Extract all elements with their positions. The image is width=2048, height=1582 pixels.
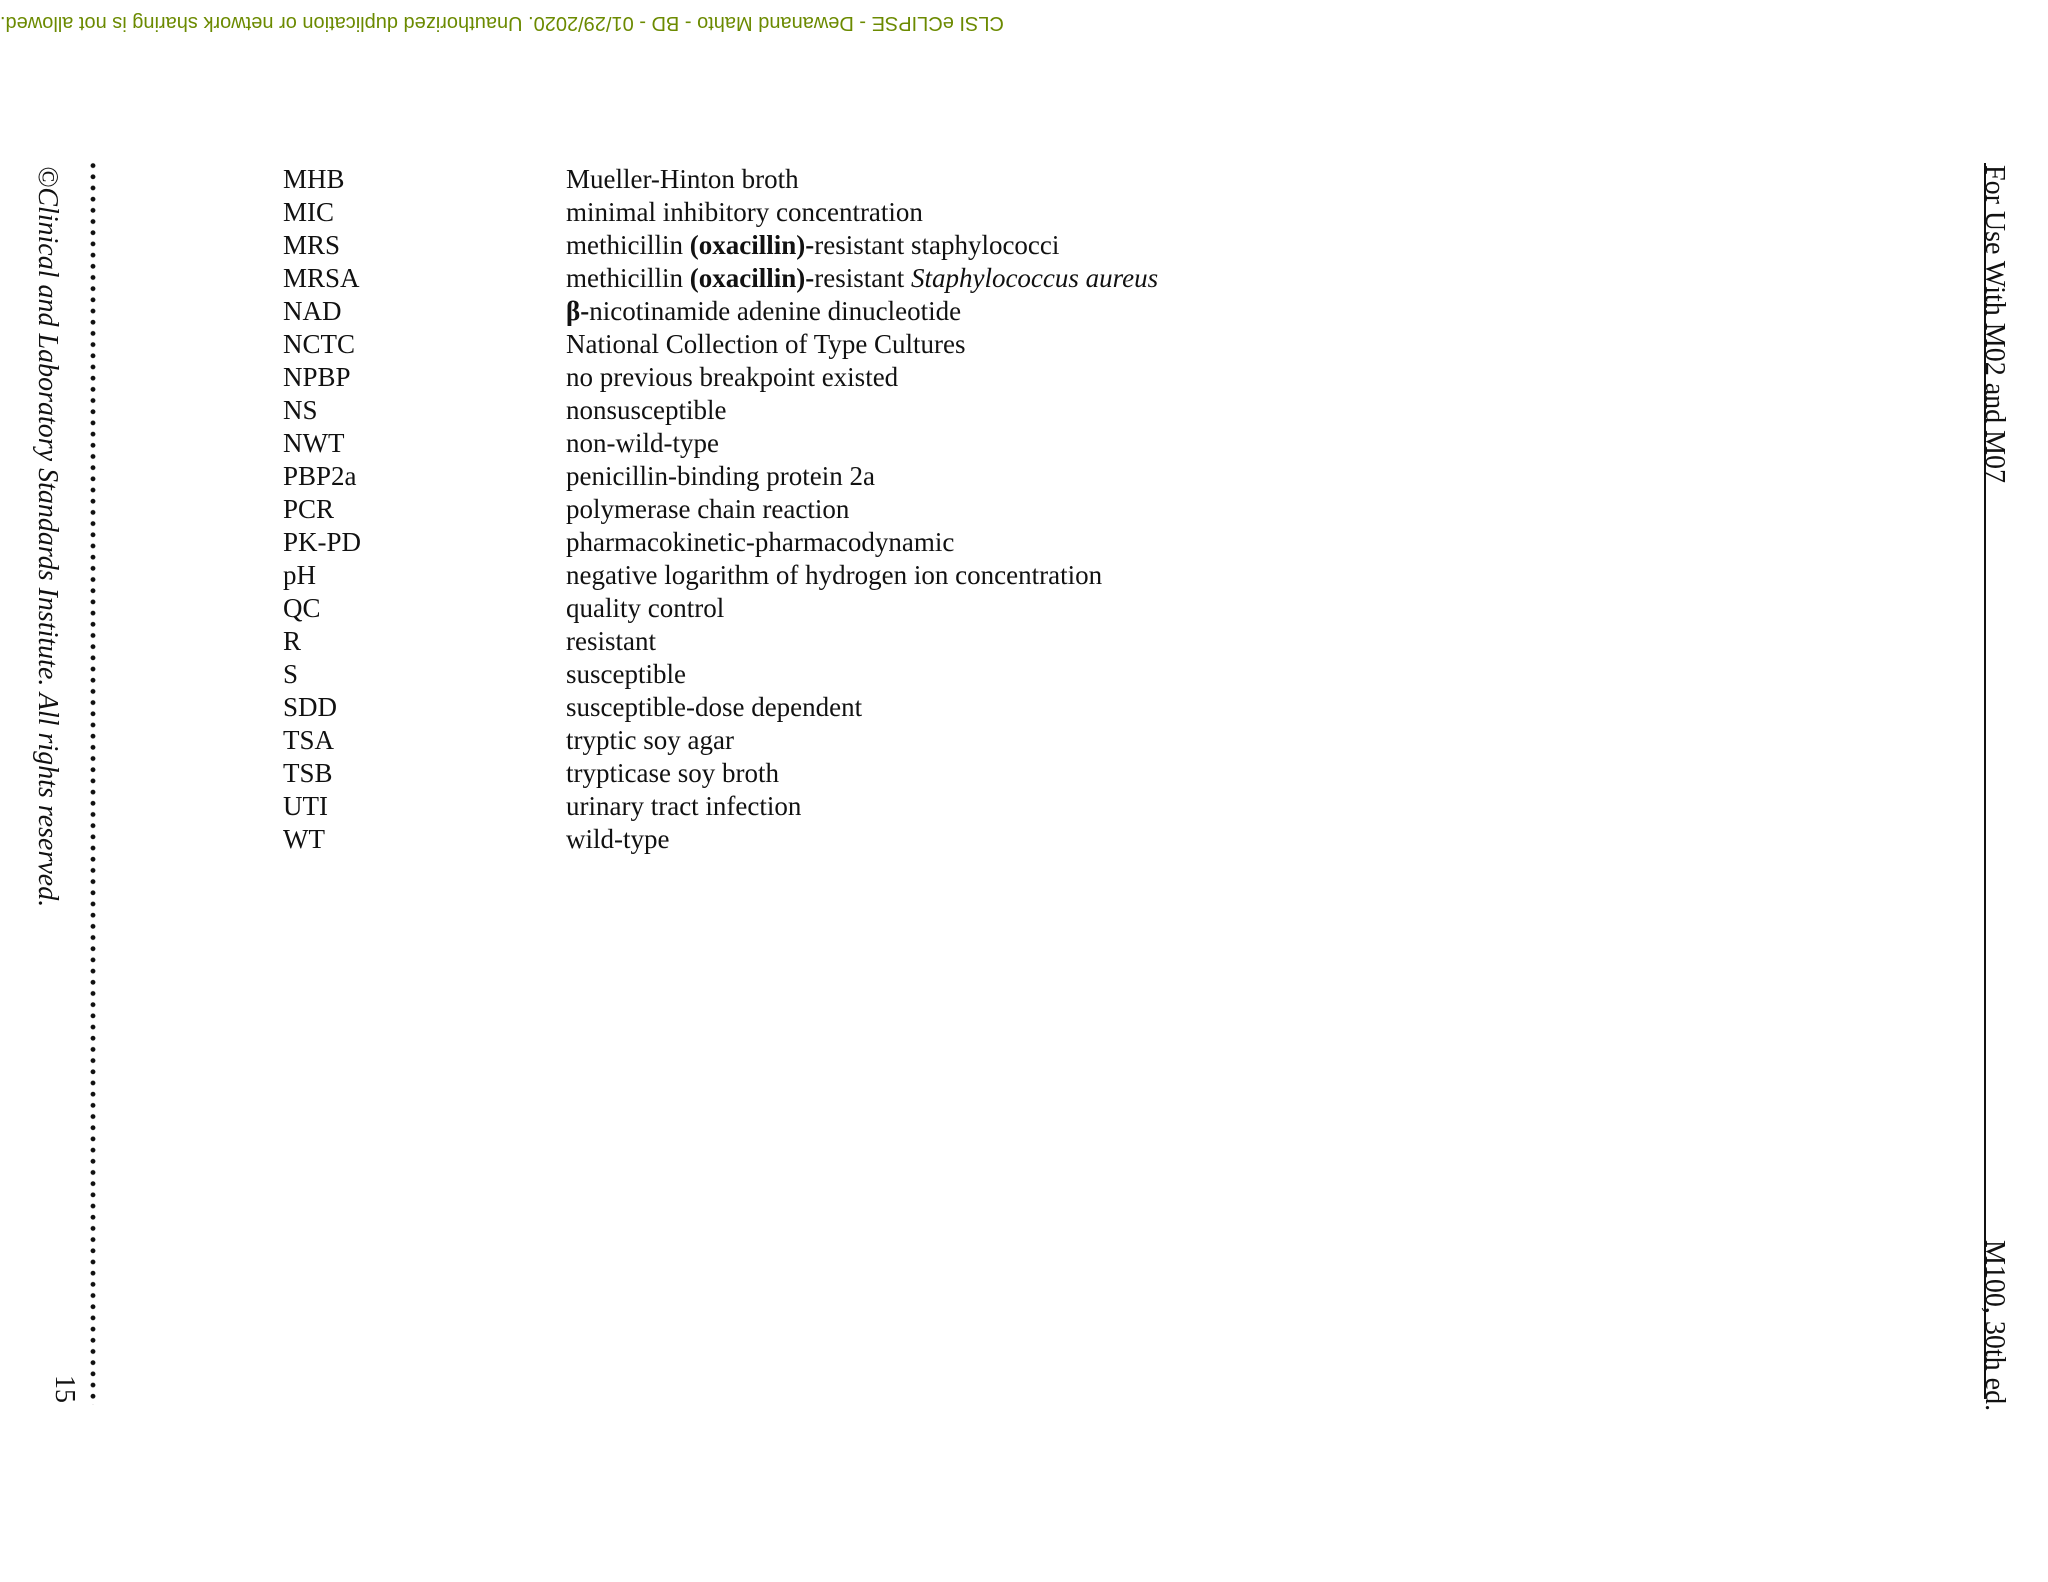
dotted-rule (90, 160, 96, 1405)
abbreviation-definition (566, 295, 961, 328)
abbreviation-term: NPBP (283, 362, 351, 392)
abbreviation-definition: negative logarithm of hydrogen ion concentration (566, 560, 1103, 590)
abbreviation-term: WT (283, 824, 325, 854)
definition-part: resistant staphylococci (814, 230, 1060, 260)
abbreviation-term: NWT (283, 428, 345, 458)
abbreviation-definition: wild-type (566, 824, 670, 854)
definition-part: (oxacillin)- (689, 230, 815, 260)
abbreviation-definition: pharmacokinetic-pharmacodynamic (566, 527, 955, 557)
abbreviation-term: UTI (283, 791, 328, 821)
abbreviation-definition: trypticase soy broth (566, 758, 779, 788)
abbreviation-definition: penicillin-binding protein 2a (566, 461, 875, 491)
definition-part: nicotinamide adenine dinucleotide (589, 296, 962, 326)
abbreviation-term: MIC (283, 197, 335, 227)
abbreviation-term: MRSA (283, 263, 360, 293)
abbreviation-term: R (283, 626, 302, 656)
edition-label: M100, 30th ed. (1979, 1240, 2010, 1412)
definition-part: methicillin (566, 263, 690, 293)
abbreviation-term: TSA (283, 725, 335, 755)
abbreviation-term: MHB (283, 164, 345, 194)
definition-part: (oxacillin)- (689, 263, 815, 293)
abbreviation-definition: non-wild-type (566, 428, 719, 458)
abbreviation-term: NS (283, 395, 318, 425)
abbreviation-definition: Mueller-Hinton broth (566, 164, 799, 194)
abbreviation-term: QC (283, 593, 321, 623)
abbreviation-definition: National Collection of Type Cultures (566, 329, 966, 359)
definition-part: resistant (814, 263, 911, 293)
abbreviation-term: SDD (283, 692, 338, 722)
abbreviation-term: MRS (283, 230, 341, 260)
use-note: For Use With M02 and M07 (1979, 165, 2010, 484)
abbreviation-definition: susceptible-dose dependent (566, 692, 863, 722)
abbreviation-definition: susceptible (566, 659, 686, 689)
page-number: 15 (49, 1375, 80, 1403)
definition-part: β- (566, 296, 590, 326)
abbreviation-definition: nonsusceptible (566, 395, 727, 425)
definition-part: Staphylococcus aureus (910, 263, 1159, 293)
abbreviation-term: NAD (283, 296, 342, 326)
abbreviation-term: S (283, 659, 299, 689)
abbreviation-term: pH (283, 560, 316, 590)
abbreviation-term: TSB (283, 758, 333, 788)
abbreviation-term: NCTC (283, 329, 356, 359)
abbreviation-term: PBP2a (283, 461, 357, 491)
abbreviation-term: PK-PD (283, 527, 362, 557)
abbreviation-definition (566, 262, 1158, 295)
abbreviation-definition: tryptic soy agar (566, 725, 734, 755)
abbreviation-definition (566, 229, 1059, 262)
abbreviation-definition: minimal inhibitory concentration (566, 197, 923, 227)
copyright-notice: ©Clinical and Laboratory Standards Institute. All rights reserved. (32, 166, 63, 908)
abbreviation-definition: no previous breakpoint existed (566, 362, 899, 392)
abbreviation-definition: resistant (566, 626, 656, 656)
abbreviation-definition: urinary tract infection (566, 791, 802, 821)
definition-part: methicillin (566, 230, 690, 260)
watermark-text: CLSI eCLIPSE - Dewanand Mahto - BD - 01/29/2020. Unauthorized duplication or network sharing is not allowed. (0, 12, 1004, 34)
abbreviation-definition: polymerase chain reaction (566, 494, 850, 524)
abbreviation-definition: quality control (566, 593, 725, 623)
abbreviation-term: PCR (283, 494, 335, 524)
